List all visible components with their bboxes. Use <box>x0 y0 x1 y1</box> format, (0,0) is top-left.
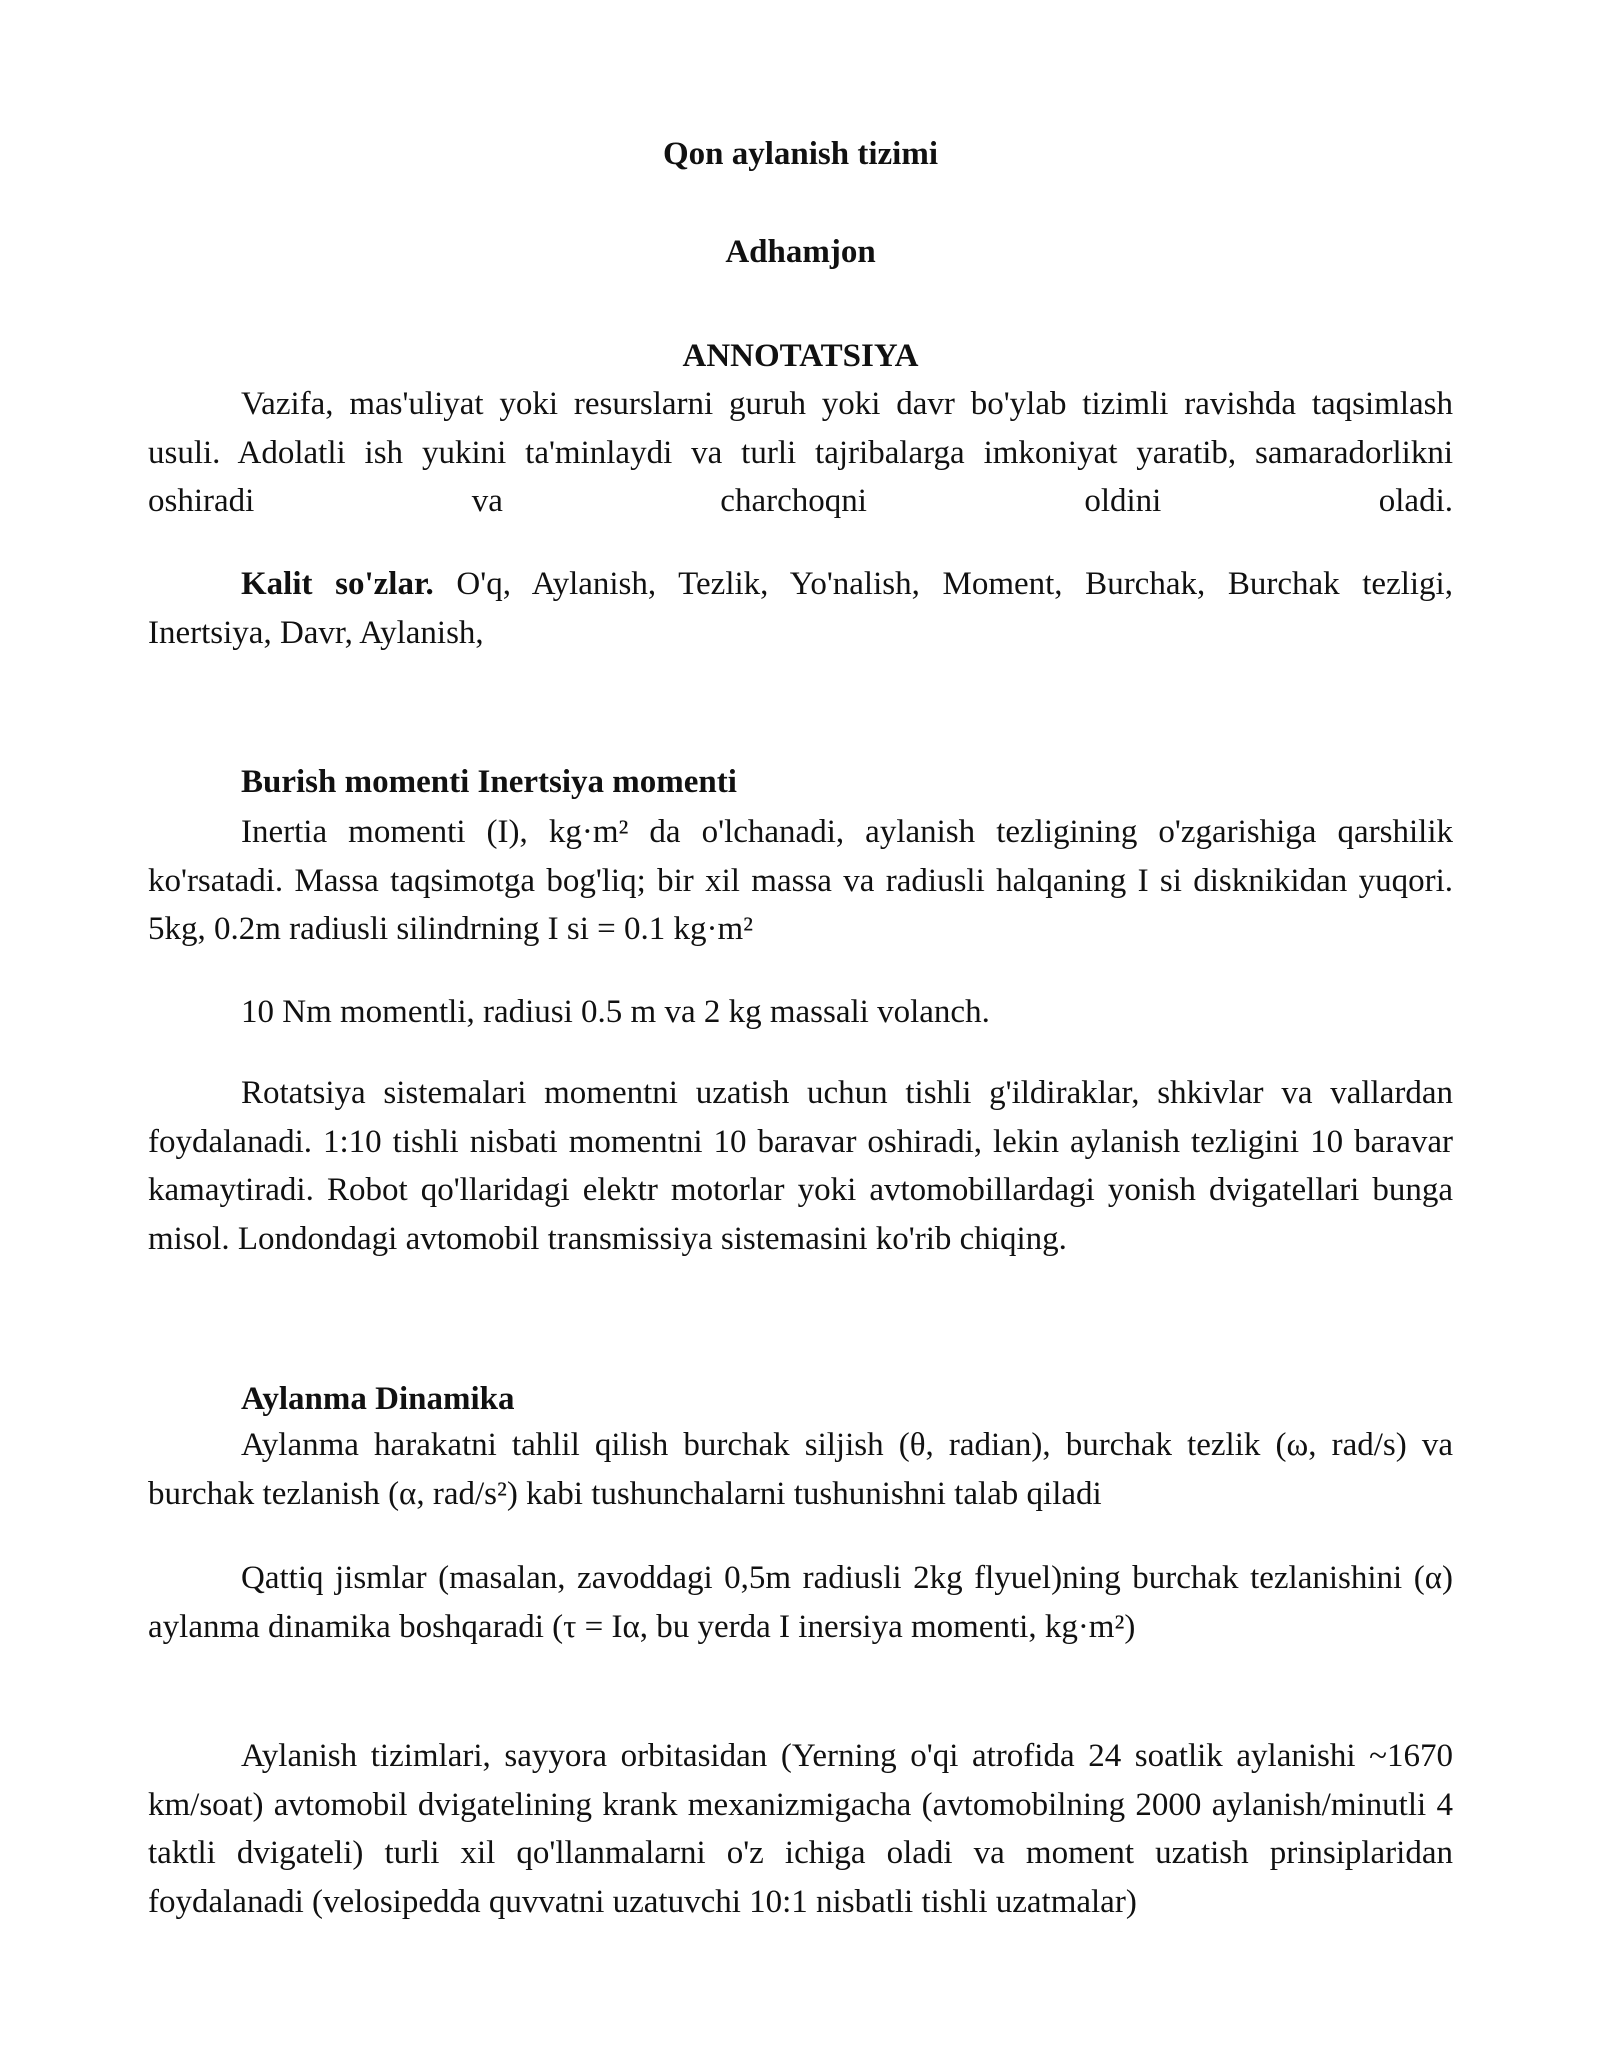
document-title: Qon aylanish tizimi <box>662 136 939 172</box>
section-2-paragraph-2: Qattiq jismlar (masalan, zavoddagi 0,5m radiusli 2kg flyuel)ning burchak tezlanishini (α) aylanma dinamika boshqaradi (τ = Iα, bu yerda I inersiya momenti, kg·m²) <box>148 1560 1453 1645</box>
section-1-paragraph-2: 10 Nm momentli, radiusi 0.5 m va 2 kg massali volanch. <box>241 994 990 1030</box>
keywords-label: Kalit so'zlar. <box>241 566 434 602</box>
section-2-heading: Aylanma Dinamika <box>241 1381 515 1417</box>
author-name: Adhamjon <box>725 234 876 270</box>
section-2-paragraph-1: Aylanma harakatni tahlil qilish burchak siljish (θ, radian), burchak tezlik (ω, rad/s) va burchak tezlanish (α, rad/s²) kabi tushunchalarni tushunishni talab qiladi <box>148 1427 1453 1512</box>
keywords-paragraph <box>148 560 1453 657</box>
keywords-text: O'q, Aylanish, Tezlik, Yo'nalish, Moment, Burchak, Burchak tezligi, Inertsiya, Davr, Aylanish, <box>148 566 1453 651</box>
keywords-block <box>148 560 1453 657</box>
section-2-paragraph-3: Aylanish tizimlari, sayyora orbitasidan (Yerning o'qi atrofida 24 soatlik aylanishi ~1670 km/soat) avtomobil dvigatelining krank mexanizmigacha (avtomobilning 2000 aylanish/minutli 4 taktli dvigateli) turli xil qo'llanmalarni o'z ichiga oladi va moment uzatish prinsiplaridan foydalanadi (velosipedda quvvatni uzatuvchi 10:1 nisbatli tishli uzatmalar) <box>148 1738 1453 1920</box>
section-1-paragraph-3-block <box>148 1069 1453 1263</box>
section-2-heading-block <box>148 1379 1453 1419</box>
section-1-paragraph-1-block <box>148 808 1453 954</box>
section-2-paragraph-1-block <box>148 1421 1453 1518</box>
annotation-block <box>148 380 1453 526</box>
annotation-heading: ANNOTATSIYA <box>682 338 919 374</box>
annotation-text: Vazifa, mas'uliyat yoki resurslarni guruh yoki davr bo'ylab tizimli ravishda taqsimlash usuli. Adolatli ish yukini ta'minlaydi va turli tajribalarga imkoniyat yaratib, samaradorlikni oshiradi va charchoqni oldini oladi. <box>148 386 1453 519</box>
section-2-paragraph-3-block <box>148 1732 1453 1926</box>
section-1-heading-block <box>148 762 1453 802</box>
section-1-heading: Burish momenti Inertsiya momenti <box>241 764 737 800</box>
section-2-paragraph-2-block <box>148 1554 1453 1651</box>
section-1-paragraph-3: Rotatsiya sistemalari momentni uzatish uchun tishli g'ildiraklar, shkivlar va vallardan foydalanadi. 1:10 tishli nisbati momentni 10 baravar oshiradi, lekin aylanish tezligini 10 baravar kamaytiradi. Robot qo'llaridagi elektr motorlar yoki avtomobillardagi yonish dvigatellari bunga misol. Londondagi avtomobil transmissiya sistemasini ko'rib chiqing. <box>148 1075 1453 1257</box>
section-1-paragraph-2-block <box>148 988 1453 1037</box>
section-1-paragraph-1: Inertia momenti (I), kg·m² da o'lchanadi, aylanish tezligining o'zgarishiga qarshilik ko'rsatadi. Massa taqsimotga bog'liq; bir xil massa va radiusli halqaning I si disknikidan yuqori. 5kg, 0.2m radiusli silindrning I si = 0.1 kg·m² <box>148 814 1453 947</box>
